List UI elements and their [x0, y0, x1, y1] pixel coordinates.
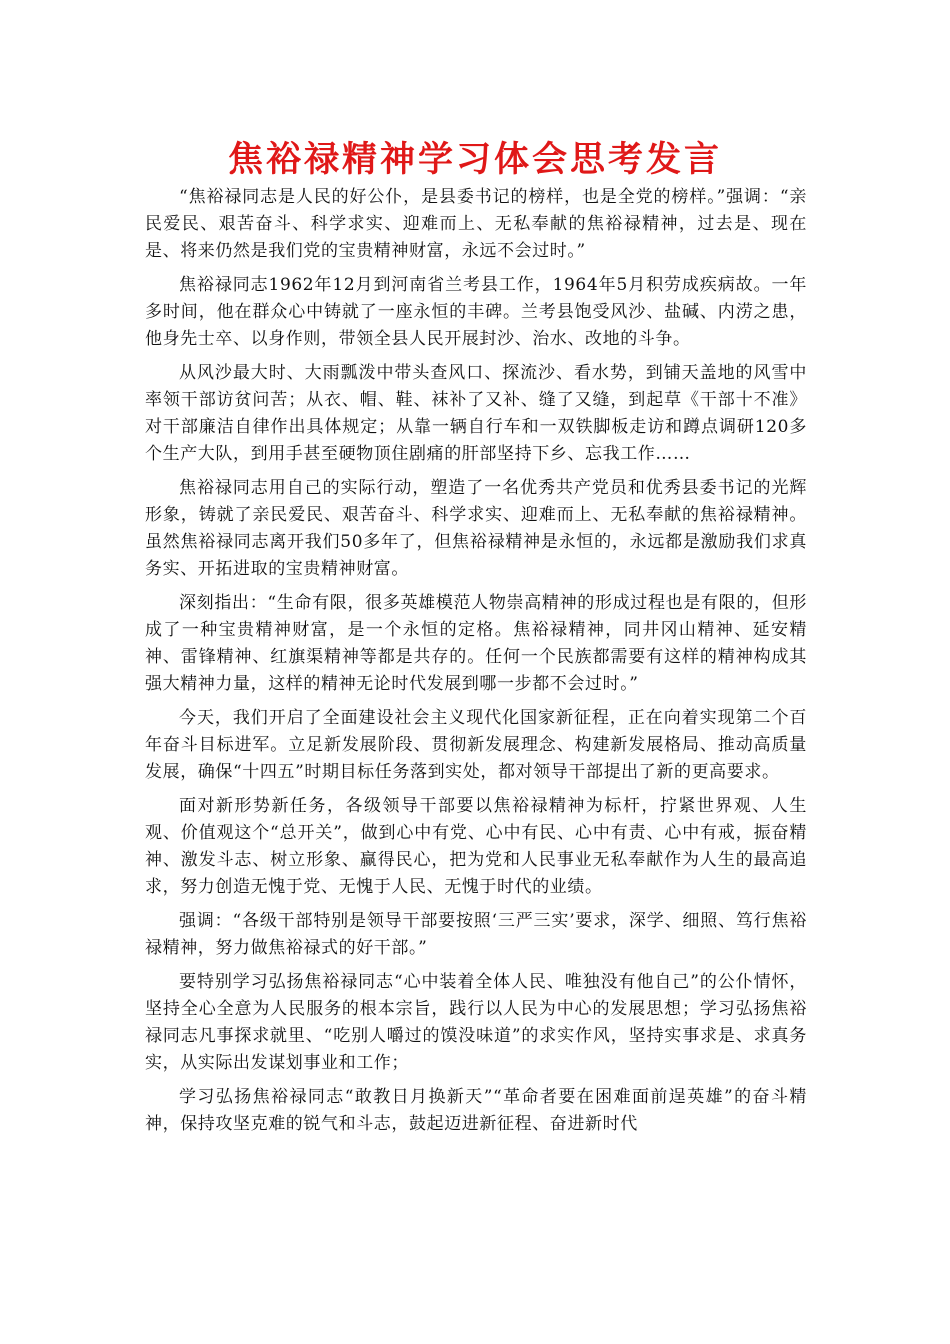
paragraph-3: 从风沙最大时、大雨瓢泼中带头查风口、探流沙、看水势，到铺天盖地的风雪中率领干部访贫问苦；从衣、帽、鞋、袜补了又补、缝了又缝，到起草《干部十不准》对干部廉洁自律作出具体规定；从靠一辆自行车和一双铁脚板走访和蹲点调研120多个生产大队，到用手甚至硬物顶住剧痛的肝部坚持下乡、忘我工作…… [145, 363, 807, 464]
paragraph-1: “焦裕禄同志是人民的好公仆，是县委书记的榜样，也是全党的榜样。”强调：“亲民爱民、艰苦奋斗、科学求实、迎难而上、无私奉献的焦裕禄精神，过去是、现在是、将来仍然是我们党的宝贵精神财富，永远不会过时。” [145, 187, 807, 261]
document-body [145, 184, 807, 1138]
paragraph-7: 面对新形势新任务，各级领导干部要以焦裕禄精神为标杆，拧紧世界观、人生观、价值观这个“总开关”，做到心中有党、心中有民、心中有责、心中有戒，振奋精神、激发斗志、树立形象、赢得民心，把为党和人民事业无私奉献作为人生的最高追求，努力创造无愧于党、无愧于人民、无愧于时代的业绩。 [145, 796, 807, 897]
paragraph-2: 焦裕禄同志1962年12月到河南省兰考县工作，1964年5月积劳成疾病故。一年多时间，他在群众心中铸就了一座永恒的丰碑。兰考县饱受风沙、盐碱、内涝之患，他身先士卒、以身作则，带领全县人民开展封沙、治水、改地的斗争。 [145, 275, 807, 349]
paragraph-8: 强调：“各级干部特别是领导干部要按照‘三严三实’要求，深学、细照、笃行焦裕禄精神，努力做焦裕禄式的好干部。” [145, 911, 807, 958]
paragraph-5: 深刻指出：“生命有限，很多英雄模范人物崇高精神的形成过程也是有限的，但形成了一种宝贵精神财富，是一个永恒的定格。焦裕禄精神，同井冈山精神、延安精神、雷锋精神、红旗渠精神等都是共存的。任何一个民族都需要有这样的精神构成其强大精神力量，这样的精神无论时代发展到哪一步都不会过时。” [145, 593, 807, 694]
paragraph-4: 焦裕禄同志用自己的实际行动，塑造了一名优秀共产党员和优秀县委书记的光辉形象，铸就了亲民爱民、艰苦奋斗、科学求实、迎难而上、无私奉献的焦裕禄精神。虽然焦裕禄同志离开我们50多年了，但焦裕禄精神是永恒的，永远都是激励我们求真务实、开拓进取的宝贵精神财富。 [145, 478, 807, 579]
paragraph-10: 学习弘扬焦裕禄同志“敢教日月换新天”“革命者要在困难面前逞英雄”的奋斗精神，保持攻坚克难的锐气和斗志，鼓起迈进新征程、奋进新时代 [145, 1087, 807, 1134]
document-title: 焦裕禄精神学习体会思考发言 [227, 140, 722, 180]
paragraph-9: 要特别学习弘扬焦裕禄同志“心中装着全体人民、唯独没有他自己”的公仆情怀，坚持全心全意为人民服务的根本宗旨，践行以人民为中心的发展思想；学习弘扬焦裕禄同志凡事探求就里、“吃别人嚼过的馍没味道”的求实作风，坚持实事求是、求真务实，从实际出发谋划事业和工作； [145, 972, 807, 1073]
paragraph-6: 今天，我们开启了全面建设社会主义现代化国家新征程，正在向着实现第二个百年奋斗目标进军。立足新发展阶段、贯彻新发展理念、构建新发展格局、推动高质量发展，确保“十四五”时期目标任务落到实处，都对领导干部提出了新的更高要求。 [145, 708, 807, 782]
